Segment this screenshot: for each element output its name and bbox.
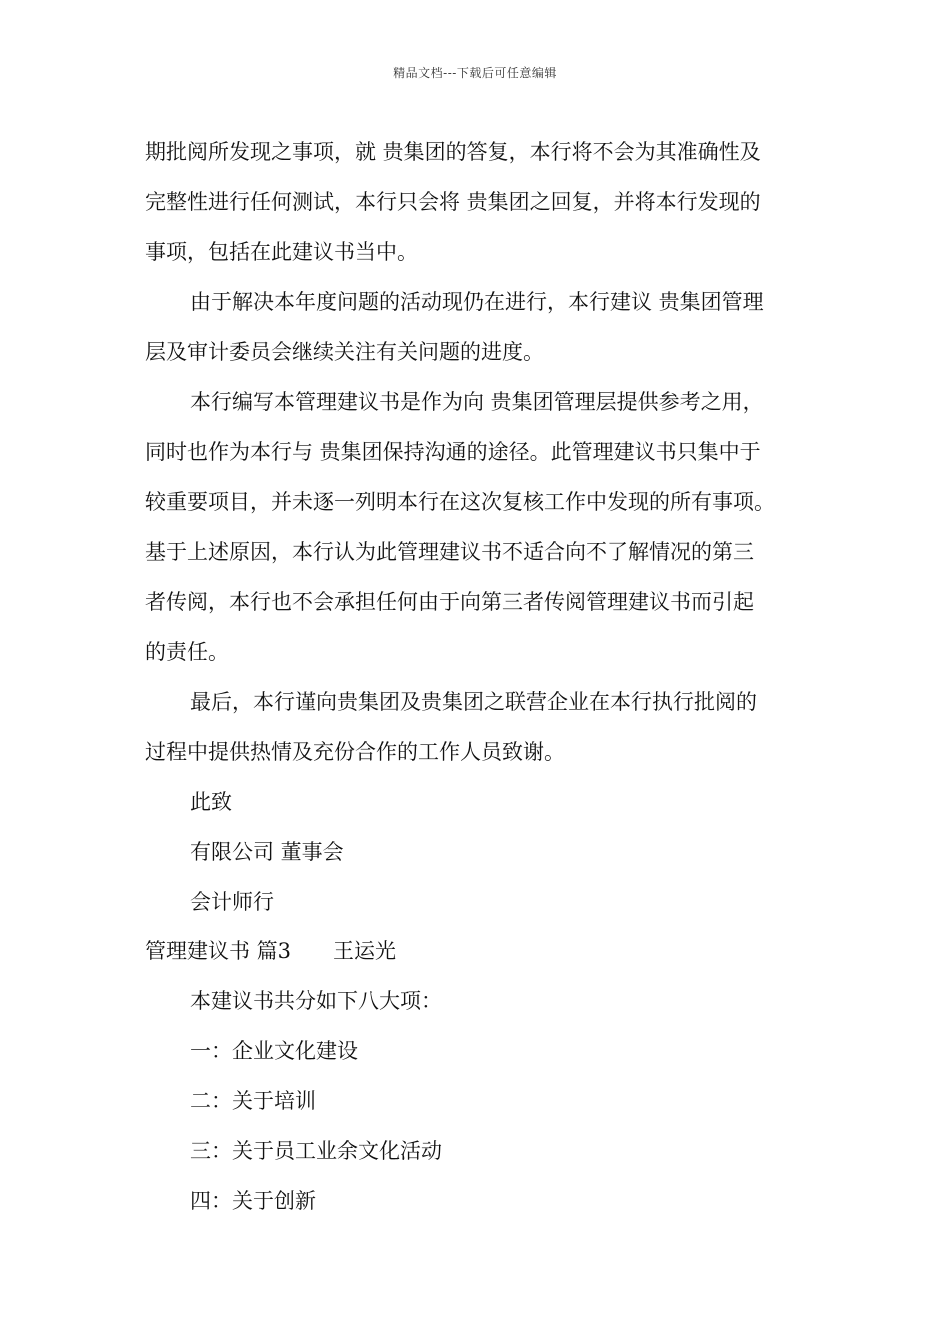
- section-title: 管理建议书 篇3 王运光: [145, 939, 397, 963]
- paragraph-line: 期批阅所发现之事项，就 贵集团的答复，本行将不会为其准确性及: [145, 140, 761, 164]
- paragraph-line: 较重要项目，并未逐一列明本行在这次复核工作中发现的所有事项。: [145, 490, 775, 514]
- paragraph-line: 过程中提供热情及充份合作的工作人员致谢。: [145, 740, 565, 764]
- paragraph-line: 的责任。: [145, 640, 229, 664]
- paragraph-line: 完整性进行任何测试，本行只会将 贵集团之回复，并将本行发现的: [145, 190, 761, 214]
- paragraph-line: 同时也作为本行与 贵集团保持沟通的途径。此管理建议书只集中于: [145, 440, 761, 464]
- recipient-line: 有限公司 董事会: [190, 840, 344, 864]
- list-item: 四：关于创新: [190, 1189, 316, 1213]
- paragraph-line: 者传阅，本行也不会承担任何由于向第三者传阅管理建议书而引起: [145, 590, 754, 614]
- page-header: 精品文档---下载后可任意编辑: [393, 66, 557, 80]
- paragraph-line: 本建议书共分如下八大项：: [190, 989, 442, 1013]
- paragraph-line: 层及审计委员会继续关注有关问题的进度。: [145, 340, 544, 364]
- paragraph-line: 事项，包括在此建议书当中。: [145, 240, 418, 264]
- list-item: 一：企业文化建设: [190, 1039, 358, 1063]
- paragraph-line: 基于上述原因，本行认为此管理建议书不适合向不了解情况的第三: [145, 540, 754, 564]
- list-item: 二：关于培训: [190, 1089, 316, 1113]
- closing-salutation: 此致: [190, 790, 232, 814]
- paragraph-line: 最后，本行谨向贵集团及贵集团之联营企业在本行执行批阅的: [190, 690, 757, 714]
- paragraph-line: 本行编写本管理建议书是作为向 贵集团管理层提供参考之用，: [190, 390, 764, 414]
- list-item: 三：关于员工业余文化活动: [190, 1139, 442, 1163]
- paragraph-line: 由于解决本年度问题的活动现仍在进行，本行建议 贵集团管理: [190, 290, 764, 314]
- sender-line: 会计师行: [190, 890, 274, 914]
